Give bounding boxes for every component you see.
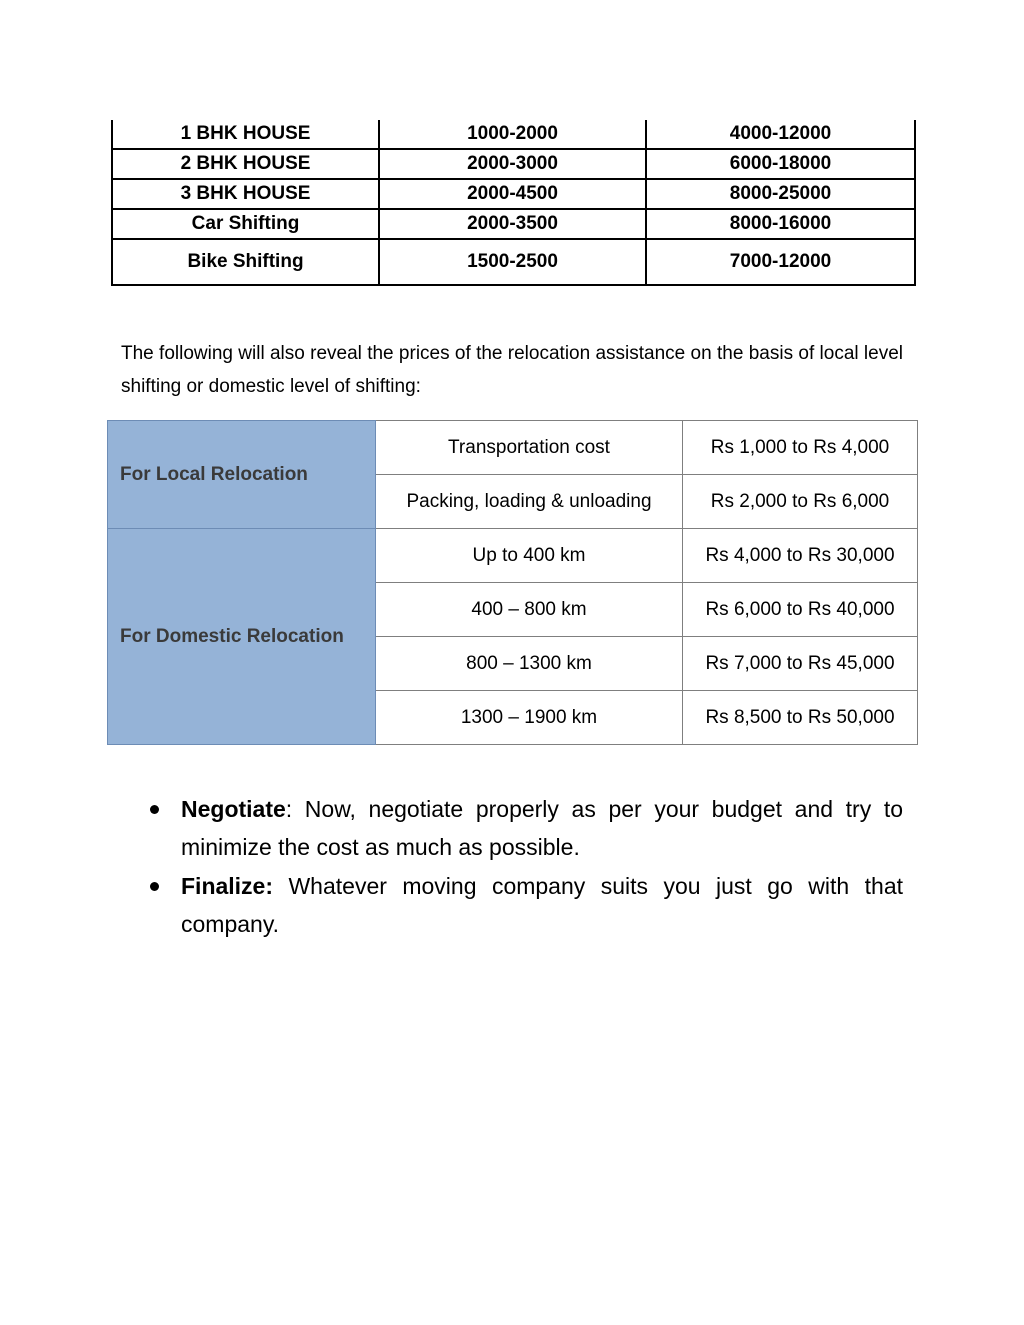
table-row xyxy=(108,421,918,475)
bullet-icon xyxy=(150,882,159,891)
shift-type-cell: Bike Shifting xyxy=(112,239,379,285)
table-row xyxy=(112,120,915,149)
local-price-cell: 1000-2000 xyxy=(379,120,646,149)
tips-list xyxy=(148,790,903,944)
distance-cell: 400 – 800 km xyxy=(376,583,683,637)
domestic-price-cell: 8000-16000 xyxy=(646,209,915,239)
table-row xyxy=(112,149,915,179)
shift-type-cell: 2 BHK HOUSE xyxy=(112,149,379,179)
service-item-cell: Packing, loading & unloading xyxy=(376,475,683,529)
service-price-cell: Rs 2,000 to Rs 6,000 xyxy=(683,475,918,529)
table-row xyxy=(112,239,915,285)
table-row xyxy=(112,179,915,209)
domestic-price-cell: 8000-25000 xyxy=(646,179,915,209)
bullet-lead: Finalize: xyxy=(181,873,274,899)
service-price-cell: Rs 4,000 to Rs 30,000 xyxy=(683,529,918,583)
local-price-cell: 1500-2500 xyxy=(379,239,646,285)
shift-type-cell: Car Shifting xyxy=(112,209,379,239)
domestic-price-cell: 6000-18000 xyxy=(646,149,915,179)
local-price-cell: 2000-4500 xyxy=(379,179,646,209)
local-price-cell: 2000-3500 xyxy=(379,209,646,239)
domestic-price-cell: 4000-12000 xyxy=(646,120,915,149)
service-price-cell: Rs 6,000 to Rs 40,000 xyxy=(683,583,918,637)
distance-cell: 800 – 1300 km xyxy=(376,637,683,691)
list-item xyxy=(148,867,903,943)
bullet-text: Whatever moving company suits you just go with that company. xyxy=(181,873,903,937)
table-row xyxy=(112,209,915,239)
bullet-text: : Now, negotiate properly as per your budget and try to minimize the cost as much as possible. xyxy=(181,796,903,860)
local-relocation-label: For Local Relocation xyxy=(108,421,376,529)
distance-cell: 1300 – 1900 km xyxy=(376,691,683,745)
list-item xyxy=(148,790,903,866)
service-price-cell: Rs 1,000 to Rs 4,000 xyxy=(683,421,918,475)
service-price-cell: Rs 7,000 to Rs 45,000 xyxy=(683,637,918,691)
service-price-cell: Rs 8,500 to Rs 50,000 xyxy=(683,691,918,745)
table-row xyxy=(108,529,918,583)
service-item-cell: Transportation cost xyxy=(376,421,683,475)
intro-paragraph: The following will also reveal the prices of the relocation assistance on the basis of local level shifting or domestic level of shifting: xyxy=(121,343,903,397)
shift-type-cell: 1 BHK HOUSE xyxy=(112,120,379,149)
distance-cell: Up to 400 km xyxy=(376,529,683,583)
domestic-relocation-label: For Domestic Relocation xyxy=(108,529,376,745)
relocation-price-table xyxy=(107,420,918,745)
local-price-cell: 2000-3000 xyxy=(379,149,646,179)
shifting-price-table xyxy=(111,120,916,286)
domestic-price-cell: 7000-12000 xyxy=(646,239,915,285)
shift-type-cell: 3 BHK HOUSE xyxy=(112,179,379,209)
bullet-lead: Negotiate xyxy=(181,796,286,822)
bullet-icon xyxy=(150,805,159,814)
